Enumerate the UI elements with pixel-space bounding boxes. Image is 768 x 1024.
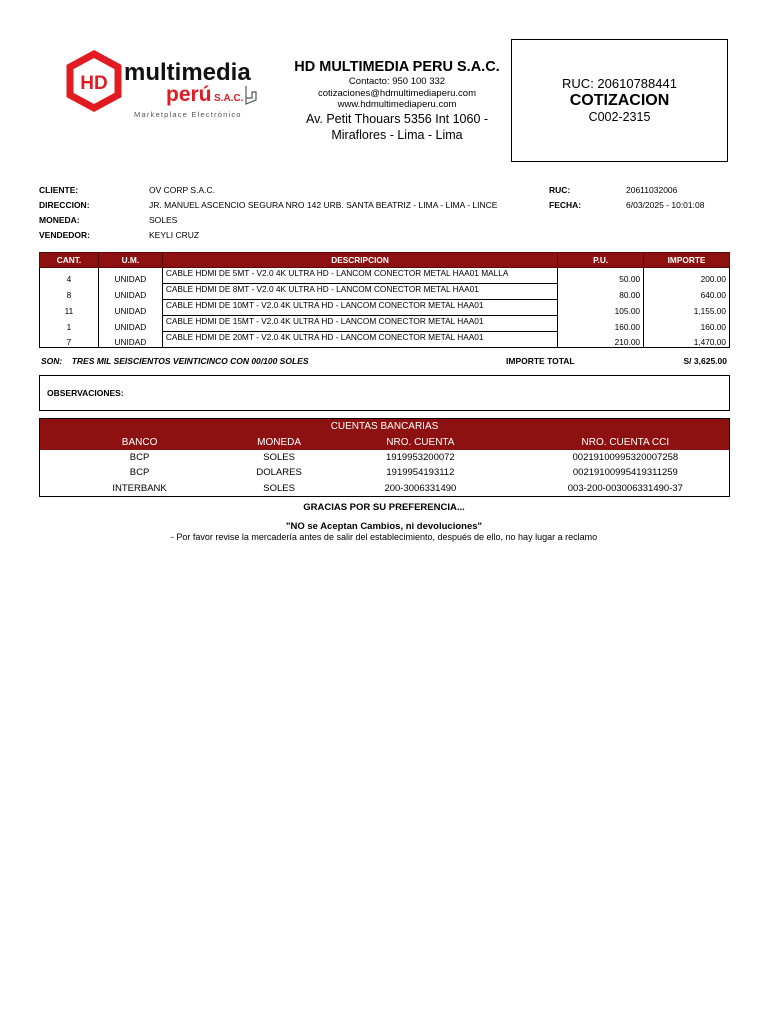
- document-title: COTIZACION: [569, 92, 670, 109]
- client-ruc-label: RUC:: [549, 185, 571, 195]
- date-label: FECHA:: [549, 200, 582, 210]
- col-banco: BANCO: [40, 435, 240, 450]
- bank-cci: 00219100995419311259: [572, 467, 678, 479]
- bank-name: BCP: [129, 467, 150, 479]
- bank-cci: 003-200-003006331490-37: [567, 482, 683, 494]
- document-number: C002-2315: [588, 110, 651, 124]
- item-qty: 8: [40, 284, 99, 300]
- table-row: [40, 300, 730, 316]
- item-unit: UNIDAD: [98, 316, 162, 332]
- table-row: [40, 332, 730, 348]
- table-row: [40, 268, 730, 284]
- total-value: S/ 3,625.00: [683, 356, 727, 366]
- item-unit: UNIDAD: [98, 268, 162, 284]
- item-amount: 200.00: [644, 268, 730, 284]
- currency-label: MONEDA:: [39, 215, 80, 225]
- company-logo: [66, 50, 262, 124]
- bank-header-row: [40, 435, 730, 450]
- document-date: 6/03/2025 - 10:01:08: [626, 200, 705, 210]
- bank-accounts-title: CUENTAS BANCARIAS: [40, 419, 730, 435]
- client-name: OV CORP S.A.C.: [149, 185, 215, 195]
- review-note: - Por favor revise la mercadería antes de salir del establecimiento, después de ello, no hay lugar a reclamo: [170, 532, 598, 542]
- col-descripcion: DESCRIPCION: [162, 253, 557, 268]
- observations-label: OBSERVACIONES:: [47, 388, 124, 398]
- item-amount: 1,470.00: [644, 332, 730, 348]
- client-address: JR. MANUEL ASCENCIO SEGURA NRO 142 URB. SANTA BEATRIZ - LIMA - LIMA - LINCE: [149, 200, 498, 210]
- item-description: CABLE HDMI DE 5MT - V2.0 4K ULTRA HD - LANCOM CONECTOR METAL HAA01 MALLA: [162, 268, 557, 284]
- total-label: IMPORTE TOTAL: [506, 356, 575, 366]
- items-header-row: [40, 253, 730, 268]
- svg-text:perú: perú: [166, 83, 212, 106]
- item-qty: 1: [40, 316, 99, 332]
- amount-in-words: SON: TRES MIL SEISCIENTOS VEINTICINCO CON 00/100 SOLES: [41, 356, 309, 366]
- items-table: [39, 252, 730, 348]
- item-unit: UNIDAD: [98, 284, 162, 300]
- col-moneda: MONEDA: [239, 435, 319, 450]
- client-values: [149, 183, 497, 243]
- company-address-line1: Av. Petit Thouars 5356 Int 1060 -: [305, 111, 489, 126]
- item-unit-price: 50.00: [558, 268, 644, 284]
- item-unit: UNIDAD: [98, 332, 162, 348]
- col-nro-cuenta: NRO. CUENTA: [319, 435, 522, 450]
- col-importe: IMPORTE: [644, 253, 730, 268]
- company-name: HD MULTIMEDIA PERU S.A.C.: [294, 59, 500, 75]
- table-row: [40, 316, 730, 332]
- bank-cci: 00219100995320007258: [572, 451, 679, 463]
- bank-name: INTERBANK: [112, 482, 167, 494]
- item-amount: 160.00: [644, 316, 730, 332]
- table-row: [40, 284, 730, 300]
- table-row: [40, 450, 730, 466]
- bank-accounts-table: [39, 418, 730, 497]
- item-unit-price: 80.00: [558, 284, 644, 300]
- currency-value: SOLES: [149, 215, 178, 225]
- ruc-date-values: [626, 183, 704, 213]
- bank-account: 1919953200072: [386, 451, 455, 463]
- seller-name: KEYLI CRUZ: [149, 230, 200, 240]
- item-amount: 1,155.00: [644, 300, 730, 316]
- item-qty: 4: [40, 268, 99, 284]
- svg-text:S.A.C.: S.A.C.: [214, 93, 244, 104]
- address-label: DIRECCION:: [39, 200, 90, 210]
- observations-box: [39, 375, 730, 411]
- item-unit-price: 210.00: [558, 332, 644, 348]
- company-header: [284, 58, 510, 143]
- table-row: [40, 481, 730, 497]
- client-ruc: 20611032006: [626, 185, 678, 195]
- item-unit-price: 105.00: [558, 300, 644, 316]
- company-ruc: RUC: 20610788441: [562, 76, 677, 91]
- company-email: cotizaciones@hdmultimediaperu.com: [317, 87, 477, 99]
- col-um: U.M.: [98, 253, 162, 268]
- client-label: CLIENTE:: [39, 185, 79, 195]
- item-description: CABLE HDMI DE 15MT - V2.0 4K ULTRA HD - LANCOM CONECTOR METAL HAA01: [162, 316, 557, 332]
- svg-text:multimedia: multimedia: [124, 59, 251, 86]
- no-returns-notice: "NO se Aceptan Cambios, ni devoluciones": [285, 521, 483, 532]
- ruc-date-labels: [549, 183, 581, 213]
- item-unit-price: 160.00: [558, 316, 644, 332]
- company-address-line2: Miraflores - Lima - Lima: [331, 127, 463, 142]
- item-qty: 7: [40, 332, 99, 348]
- bank-currency: SOLES: [263, 482, 295, 494]
- thanks-message: GRACIAS POR SU PREFERENCIA...: [303, 502, 465, 513]
- bank-currency: DOLARES: [256, 467, 302, 479]
- svg-text:Marketplace Electrónico: Marketplace Electrónico: [134, 110, 242, 119]
- item-description: CABLE HDMI DE 20MT - V2.0 4K ULTRA HD - LANCOM CONECTOR METAL HAA01: [162, 332, 557, 348]
- bank-account: 200-3006331490: [384, 482, 457, 494]
- company-contact: Contacto: 950 100 332: [348, 76, 446, 87]
- svg-text:HD: HD: [80, 73, 108, 94]
- table-row: [40, 465, 730, 481]
- item-amount: 640.00: [644, 284, 730, 300]
- bank-name: BCP: [129, 451, 150, 463]
- bank-currency: SOLES: [263, 451, 295, 463]
- col-nro-cuenta-cci: NRO. CUENTA CCI: [522, 435, 730, 450]
- seller-label: VENDEDOR:: [39, 230, 91, 240]
- col-cantidad: CANT.: [40, 253, 99, 268]
- bank-account: 1919954193112: [386, 467, 455, 479]
- client-labels: [39, 183, 90, 243]
- company-website: www.hdmultimediaperu.com: [337, 99, 457, 110]
- item-description: CABLE HDMI DE 10MT - V2.0 4K ULTRA HD - LANCOM CONECTOR METAL HAA01: [162, 300, 557, 316]
- item-qty: 11: [40, 300, 99, 316]
- item-unit: UNIDAD: [98, 300, 162, 316]
- col-precio-unitario: P.U.: [558, 253, 644, 268]
- document-id-box: [511, 39, 728, 162]
- item-description: CABLE HDMI DE 8MT - V2.0 4K ULTRA HD - LANCOM CONECTOR METAL HAA01: [162, 284, 557, 300]
